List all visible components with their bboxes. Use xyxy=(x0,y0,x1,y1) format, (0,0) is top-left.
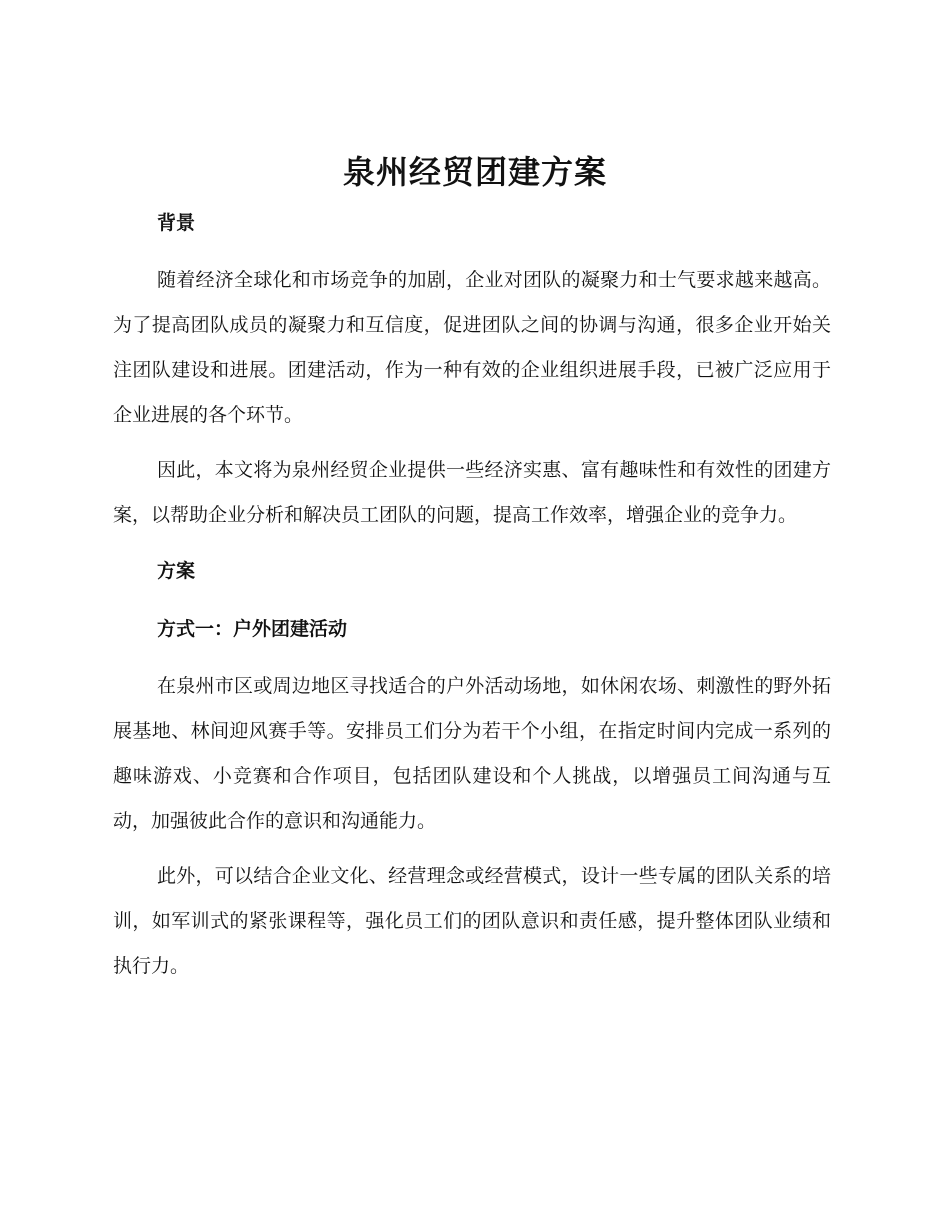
subsection-heading-outdoor: 方式一：户外团建活动 xyxy=(157,618,348,640)
section-heading-background: 背景 xyxy=(157,212,196,234)
section-heading-plan: 方案 xyxy=(157,560,196,582)
document-title: 泉州经贸团建方案 xyxy=(342,153,607,191)
paragraph: 因此，本文将为泉州经贸企业提供一些经济实惠、富有趣味性和有效性的团建方案，以帮助企业分析和解决员工团队的问题，提高工作效率，增强企业的竞争力。 xyxy=(113,459,831,526)
paragraph: 在泉州市区或周边地区寻找适合的户外活动场地，如休闲农场、刺激性的野外拓展基地、林间迎风赛手等。安排员工们分为若干个小组，在指定时间内完成一系列的趣味游戏、小竞赛和合作项目，包括团队建设和个人挑战，以增强员工间沟通与互动，加强彼此合作的意识和沟通能力。 xyxy=(113,675,831,832)
paragraph: 随着经济全球化和市场竞争的加剧，企业对团队的凝聚力和士气要求越来越高。为了提高团队成员的凝聚力和互信度，促进团队之间的协调与沟通，很多企业开始关注团队建设和进展。团建活动，作为一种有效的企业组织进展手段，已被广泛应用于企业进展的各个环节。 xyxy=(113,269,831,426)
paragraph: 此外，可以结合企业文化、经营理念或经营模式，设计一些专属的团队关系的培训，如军训式的紧张课程等，强化员工们的团队意识和责任感，提升整体团队业绩和执行力。 xyxy=(113,865,831,977)
document-body xyxy=(113,200,831,989)
